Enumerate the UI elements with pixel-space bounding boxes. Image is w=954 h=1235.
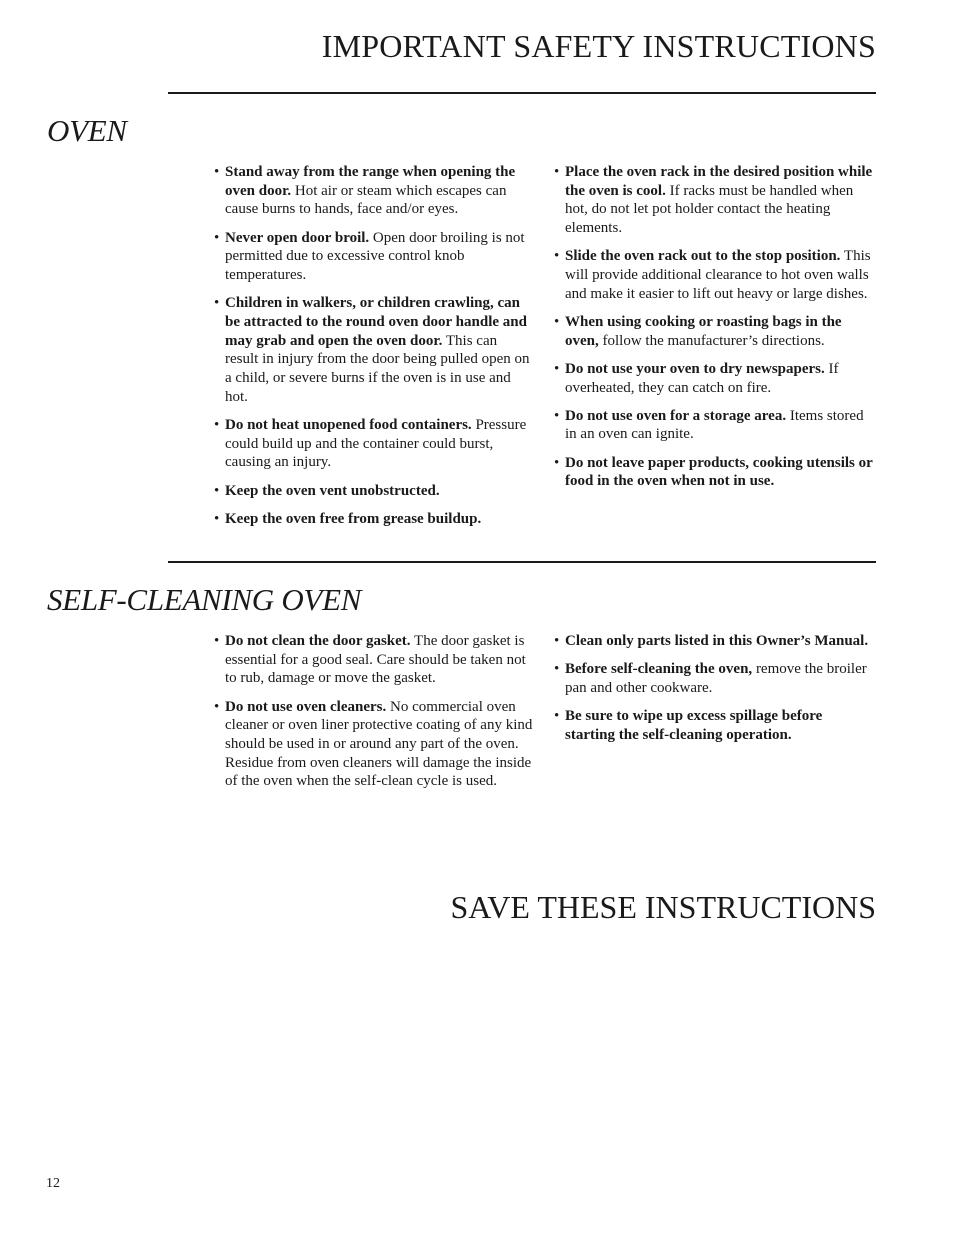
bullet: • — [214, 295, 220, 312]
list-item — [214, 229, 534, 285]
item-text: follow the manufacturer’s directions. — [598, 332, 825, 349]
list-item — [554, 454, 874, 491]
list-item — [554, 632, 874, 651]
item-text: Open door broiling is not permitted due to excessive control knob temperatures. — [225, 229, 525, 284]
item-text: The door gasket is essential for a good seal. Care should be taken not to rub, damage or move the gasket. — [225, 633, 526, 687]
list-item — [214, 294, 534, 406]
item-lead: Clean only parts listed in this Owner’s Manual. — [565, 633, 869, 649]
section-divider-middle — [168, 561, 876, 563]
item-text: No commercial oven cleaner or oven liner protective coating of any kind should be used in or around any part of the oven. Residue from oven cleaners will damage the inside of the oven when the self-clean cycle is used. — [225, 698, 533, 790]
item-lead: Slide the oven rack out to the stop position. — [565, 248, 841, 265]
item-lead: When using cooking or roasting bags in the oven, — [565, 313, 842, 349]
list-item — [214, 632, 534, 688]
item-text: If racks must be handled when hot, do not let pot holder contact the heating elements. — [565, 182, 854, 237]
item-lead: Stand away from the range when opening the oven door. — [225, 164, 516, 199]
list-item — [214, 510, 534, 529]
item-text: This will provide additional clearance to hot oven walls and make it easier to lift out heavy or large dishes. — [565, 248, 871, 302]
bullet: • — [554, 248, 560, 265]
list-item — [554, 660, 874, 697]
list-item — [214, 698, 534, 792]
item-text: If overheated, they can catch on fire. — [565, 360, 839, 396]
bullet: • — [554, 313, 560, 330]
page-number: 12 — [46, 1176, 60, 1191]
item-text: Items stored in an oven can ignite. — [565, 407, 864, 443]
bullet: • — [214, 482, 220, 499]
item-lead: Place the oven rack in the desired position while the oven is cool. — [565, 164, 873, 199]
list-item — [554, 360, 874, 397]
item-text: This can result in injury from the door being pulled open on a child, or severe burns if the oven is in use and hot. — [225, 332, 530, 405]
item-lead: Be sure to wipe up excess spillage before starting the self-cleaning operation. — [565, 708, 823, 743]
item-lead: Keep the oven vent unobstructed. — [225, 482, 440, 499]
list-item — [214, 163, 534, 219]
bullet: • — [214, 510, 220, 527]
item-lead: Children in walkers, or children crawling, can be attracted to the round oven door handle and may grab and open the oven door. — [225, 295, 527, 349]
item-lead: Never open door broil. — [225, 229, 370, 246]
self-cleaning-list-right — [554, 632, 874, 754]
self-cleaning-list-left — [214, 632, 534, 801]
bullet: • — [214, 229, 220, 246]
page-title: IMPORTANT SAFETY INSTRUCTIONS — [321, 28, 876, 64]
item-lead: Do not use your oven to dry newspapers. — [565, 360, 825, 377]
save-instructions-title: SAVE THESE INSTRUCTIONS — [450, 889, 876, 925]
bullet: • — [554, 454, 560, 471]
section-divider-top — [168, 92, 876, 94]
bullet: • — [214, 698, 220, 715]
section-title-oven: OVEN — [47, 113, 127, 148]
item-lead: Do not use oven cleaners. — [225, 698, 387, 715]
list-item — [554, 163, 874, 238]
item-lead: Keep the oven free from grease buildup. — [225, 510, 482, 527]
list-item — [214, 416, 534, 472]
bullet: • — [554, 661, 560, 678]
list-item — [554, 313, 874, 350]
item-lead: Do not heat unopened food containers. — [225, 416, 472, 433]
item-lead: Do not leave paper products, cooking utensils or food in the oven when not in use. — [565, 454, 873, 490]
bullet: • — [554, 360, 560, 377]
oven-list-left — [214, 163, 534, 538]
bullet: • — [214, 416, 220, 433]
section-title-self-cleaning: SELF-CLEANING OVEN — [47, 582, 362, 617]
item-lead: Before self-cleaning the oven, — [565, 661, 753, 678]
oven-list-right — [554, 163, 874, 501]
bullet: • — [554, 407, 560, 424]
item-text: Pressure could build up and the container could burst, causing an injury. — [225, 416, 527, 471]
bullet: • — [554, 633, 560, 649]
item-text: Hot air or steam which escapes can cause burns to hands, face and/or eyes. — [225, 182, 507, 218]
list-item — [554, 247, 874, 303]
list-item — [554, 407, 874, 444]
item-text: remove the broiler pan and other cookware. — [565, 661, 867, 696]
bullet: • — [214, 633, 220, 649]
item-lead: Do not use oven for a storage area. — [565, 407, 787, 424]
list-item — [214, 482, 534, 501]
list-item — [554, 707, 874, 744]
bullet: • — [214, 164, 220, 180]
bullet: • — [554, 164, 560, 180]
bullet: • — [554, 708, 560, 725]
item-lead: Do not clean the door gasket. — [225, 633, 411, 649]
